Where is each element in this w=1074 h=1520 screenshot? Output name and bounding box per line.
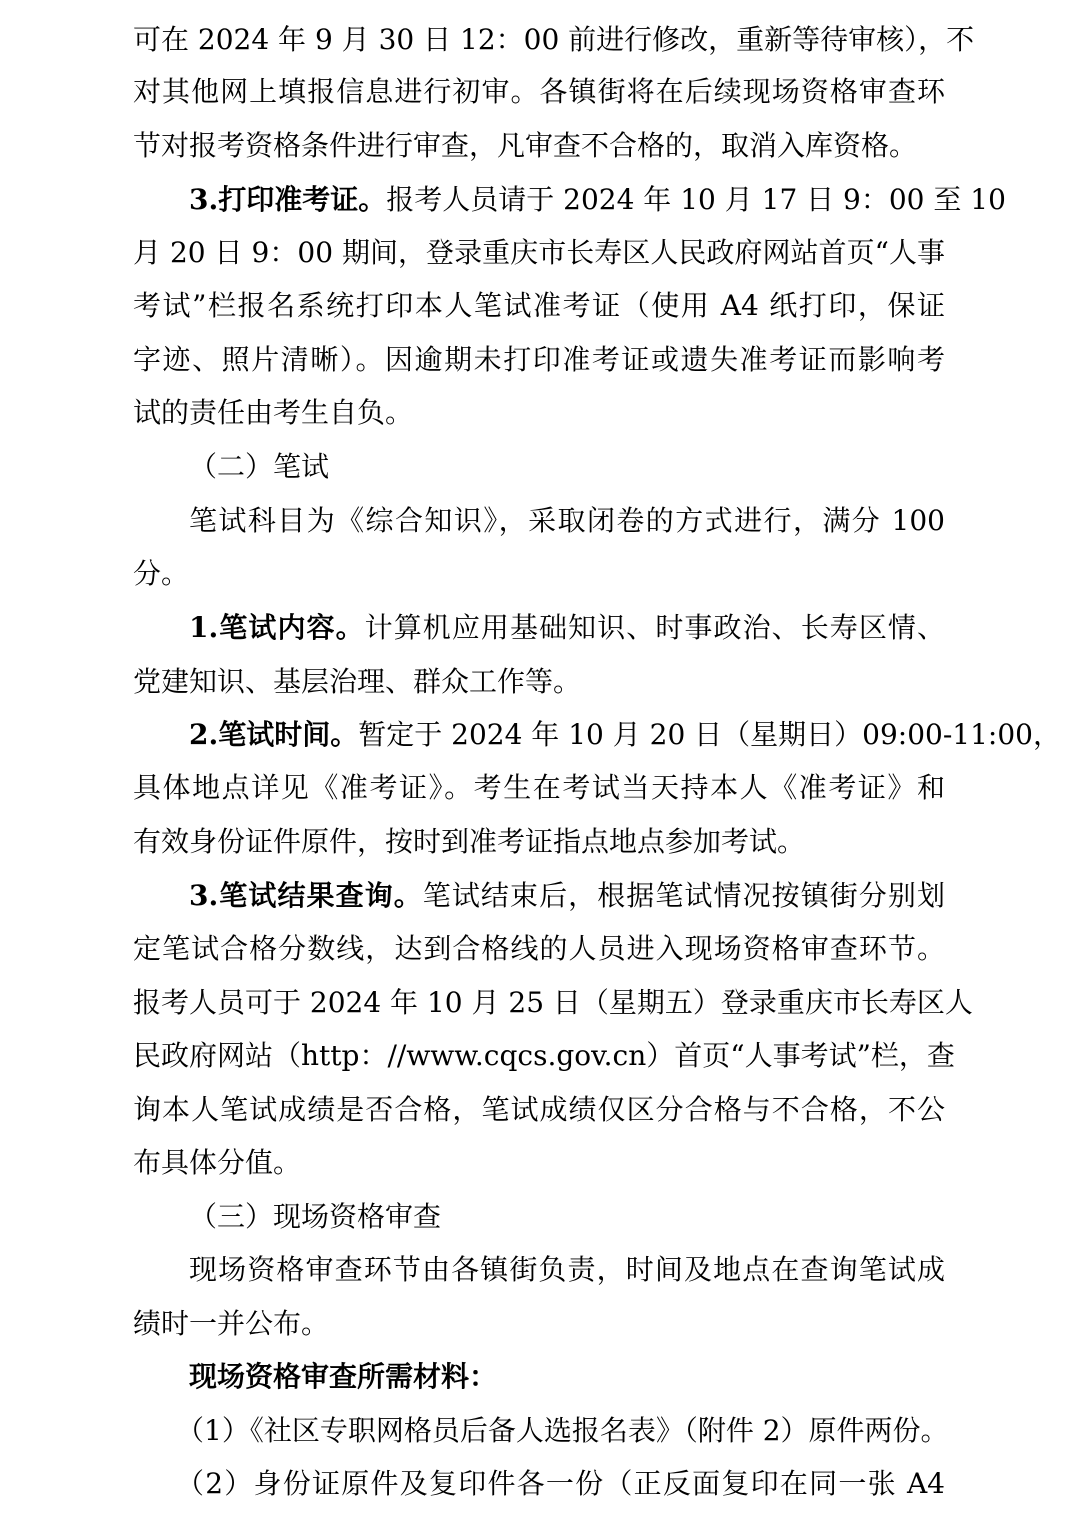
- paragraph-line: 字迹、照片清晰）。因逾期未打印准考证或遗失准考证而影响考: [133, 343, 945, 376]
- materials-heading: 现场资格审查所需材料：: [189, 1360, 498, 1393]
- paragraph-line: 询本人笔试成绩是否合格，笔试成绩仅区分合格与不合格，不公: [133, 1093, 945, 1126]
- section-heading: 2.笔试时间。: [189, 718, 359, 751]
- section-exam-content: 1.笔试内容。计算机应用基础知识、时事政治、长寿区情、: [189, 611, 945, 644]
- subsection-title-written-exam: （二）笔试: [189, 450, 330, 483]
- paragraph-line: 可在 2024 年 9 月 30 日 12：00 前进行修改，重新等待审核），不: [133, 23, 975, 56]
- section-exam-time: 2.笔试时间。暂定于 2024 年 10 月 20 日（星期日）09:00-11:00，: [189, 718, 1061, 751]
- paragraph-line: 具体地点详见《准考证》。考生在考试当天持本人《准考证》和: [133, 771, 945, 804]
- paragraph-line: 有效身份证件原件，按时到准考证指点地点参加考试。: [133, 825, 806, 858]
- section-result-query: 3.笔试结果查询。笔试结束后，根据笔试情况按镇街分别划: [189, 879, 945, 912]
- list-item: （1）《社区专职网格员后备人选报名表》（附件 2）原件两份。: [176, 1414, 949, 1447]
- paragraph-line: 节对报考资格条件进行审查，凡审查不合格的，取消入库资格。: [133, 129, 918, 162]
- paragraph-line: 报考人员可于 2024 年 10 月 25 日（星期五）登录重庆市长寿区人: [133, 986, 973, 1019]
- paragraph-line: 对其他网上填报信息进行初审。各镇街将在后续现场资格审查环: [133, 75, 945, 108]
- paragraph-line: 分。: [133, 557, 190, 590]
- paragraph-line: 党建知识、基层治理、群众工作等。: [133, 665, 582, 698]
- section-heading: 3.打印准考证。: [189, 183, 387, 216]
- paragraph-line: 笔试科目为《综合知识》，采取闭卷的方式进行，满分 100: [189, 504, 945, 537]
- list-item: （2）身份证原件及复印件各一份（正反面复印在同一张 A4: [176, 1467, 945, 1500]
- paragraph-line: 民政府网站（http：//www.cqcs.gov.cn）首页“人事考试”栏，查: [133, 1039, 955, 1072]
- paragraph-line: 定笔试合格分数线，达到合格线的人员进入现场资格审查环节。: [133, 932, 945, 965]
- paragraph-line: 月 20 日 9：00 期间，登录重庆市长寿区人民政府网站首页“人事: [133, 236, 945, 269]
- subsection-title-onsite-review: （三）现场资格审查: [189, 1200, 442, 1233]
- paragraph-line: 布具体分值。: [133, 1146, 302, 1179]
- paragraph-line: 绩时一并公布。: [133, 1307, 330, 1340]
- section-heading: 1.笔试内容。: [189, 611, 365, 644]
- section-print-admission: 3.打印准考证。报考人员请于 2024 年 10 月 17 日 9：00 至 10: [189, 183, 1006, 216]
- paragraph-line: 试的责任由考生自负。: [133, 396, 414, 429]
- section-heading: 3.笔试结果查询。: [189, 879, 423, 912]
- paragraph-line: 考试”栏报名系统打印本人笔试准考证（使用 A4 纸打印，保证: [133, 289, 945, 322]
- paragraph-line: 现场资格审查环节由各镇街负责，时间及地点在查询笔试成: [189, 1253, 945, 1286]
